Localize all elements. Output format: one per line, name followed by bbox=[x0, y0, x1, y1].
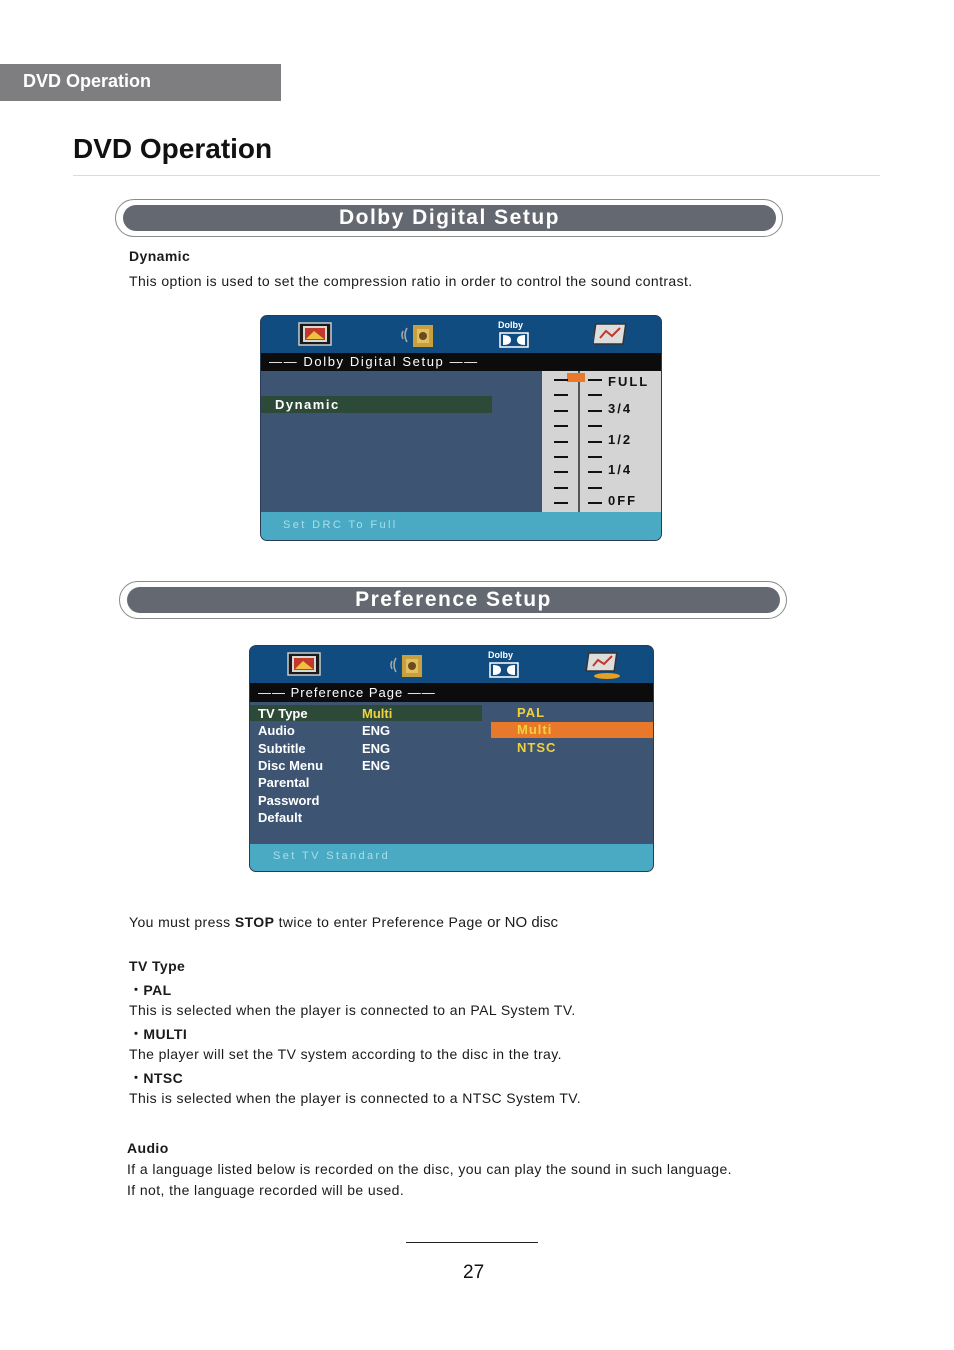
tv-type-pal-text: This is selected when the player is connected to an PAL System TV. bbox=[129, 1002, 576, 1018]
preference-screen bbox=[249, 645, 654, 872]
level-tick bbox=[554, 487, 568, 489]
menu-item-label[interactable]: Default bbox=[258, 809, 303, 825]
menu-item-value: ENG bbox=[362, 740, 391, 756]
stop-note-before: You must press bbox=[129, 914, 235, 930]
screen-icon-bar bbox=[261, 316, 661, 354]
menu-item-label[interactable]: TV Type bbox=[258, 706, 308, 721]
level-1-2[interactable]: 1/2 bbox=[608, 432, 633, 447]
level-tick bbox=[554, 456, 568, 458]
preference-setup-banner-label: Preference Setup bbox=[127, 587, 780, 613]
page-number: 27 bbox=[463, 1262, 485, 1283]
footer-rule bbox=[406, 1242, 538, 1243]
level-tick bbox=[588, 425, 602, 427]
menu-item-value: ENG bbox=[362, 723, 391, 739]
level-tick bbox=[588, 487, 602, 489]
dolby-logo-text: Dolby bbox=[488, 650, 514, 660]
general-setup-icon bbox=[287, 652, 321, 676]
level-tick bbox=[554, 441, 568, 443]
tv-type-ntsc-label: NTSC bbox=[143, 1070, 184, 1086]
page-title: DVD Operation bbox=[73, 133, 273, 164]
preference-setup-icon bbox=[594, 322, 630, 348]
level-3-4[interactable]: 3/4 bbox=[608, 401, 633, 416]
level-tick bbox=[588, 441, 602, 443]
level-1-4[interactable]: 1/4 bbox=[608, 462, 633, 477]
level-slider-thumb[interactable] bbox=[567, 373, 585, 382]
audio-line-2: If not, the language recorded will be used. bbox=[127, 1182, 405, 1198]
level-tick bbox=[554, 502, 568, 504]
option-multi[interactable]: Multi bbox=[517, 722, 553, 737]
tv-type-multi-label: MULTI bbox=[143, 1026, 188, 1042]
level-tick bbox=[588, 394, 602, 396]
stop-note-middle: twice to enter Preference Page bbox=[274, 914, 488, 930]
level-off[interactable]: 0FF bbox=[608, 493, 638, 508]
level-tick bbox=[588, 410, 602, 412]
level-tick bbox=[554, 425, 568, 427]
stop-note-after: or NO disc bbox=[487, 914, 559, 931]
audio-line-1: If a language listed below is recorded on the disc, you can play the sound in such language. bbox=[127, 1161, 732, 1177]
audio-setup-icon bbox=[388, 651, 426, 679]
general-setup-icon bbox=[298, 322, 332, 346]
level-slider-track bbox=[578, 371, 580, 513]
drc-level-panel[interactable] bbox=[542, 371, 662, 513]
title-divider bbox=[73, 175, 880, 176]
tv-type-multi-text: The player will set the TV system according to the disc in the tray. bbox=[129, 1046, 562, 1062]
menu-item-dynamic-label: Dynamic bbox=[275, 397, 340, 412]
menu-item-label[interactable]: Parental bbox=[258, 775, 310, 791]
level-tick bbox=[554, 379, 568, 381]
pref-screen-header bbox=[250, 683, 653, 702]
pref-status-bar bbox=[250, 844, 653, 871]
tv-type-ntsc-text: This is selected when the player is connected to a NTSC System TV. bbox=[129, 1090, 582, 1106]
level-tick bbox=[588, 502, 602, 504]
option-pal[interactable]: PAL bbox=[517, 705, 546, 720]
menu-row-dynamic[interactable] bbox=[261, 396, 492, 413]
dolby-status-text: Set DRC To Full bbox=[283, 519, 398, 531]
dolby-setup-screen bbox=[260, 315, 662, 541]
menu-item-value: Multi bbox=[362, 706, 393, 721]
tv-type-multi-name: ・MULTI bbox=[129, 1026, 188, 1042]
dolby-screen-header bbox=[261, 353, 661, 371]
stop-note bbox=[129, 914, 558, 931]
tv-type-pal-name: ・PAL bbox=[129, 982, 172, 998]
menu-item-label[interactable]: Password bbox=[258, 792, 320, 808]
menu-item-value: ENG bbox=[362, 757, 391, 773]
dolby-setup-banner-label: Dolby Digital Setup bbox=[123, 205, 776, 231]
level-tick bbox=[588, 379, 602, 381]
menu-item-label[interactable]: Disc Menu bbox=[258, 757, 324, 773]
menu-item-label[interactable]: Audio bbox=[258, 723, 295, 739]
dolby-screen-header-label: —— Dolby Digital Setup —— bbox=[269, 354, 479, 369]
dynamic-description: This option is used to set the compression ratio in order to control the sound contrast. bbox=[129, 273, 693, 289]
section-tag: DVD Operation bbox=[0, 64, 281, 101]
audio-heading: Audio bbox=[127, 1140, 169, 1156]
preference-setup-banner bbox=[119, 581, 787, 619]
tv-type-heading: TV Type bbox=[129, 958, 186, 974]
dolby-setup-banner bbox=[115, 199, 783, 237]
level-tick bbox=[554, 471, 568, 473]
level-tick bbox=[588, 456, 602, 458]
dolby-logo-text: Dolby bbox=[498, 320, 524, 330]
menu-item-label[interactable]: Subtitle bbox=[258, 740, 306, 756]
option-ntsc[interactable]: NTSC bbox=[517, 740, 557, 755]
dynamic-heading: Dynamic bbox=[129, 248, 191, 264]
pref-screen-icon-bar bbox=[250, 646, 653, 684]
preference-setup-icon bbox=[585, 651, 623, 681]
level-tick bbox=[554, 394, 568, 396]
audio-setup-icon bbox=[399, 321, 437, 349]
stop-note-key: STOP bbox=[234, 914, 275, 930]
level-full[interactable]: FULL bbox=[608, 374, 650, 389]
tv-type-ntsc-name: ・NTSC bbox=[129, 1070, 184, 1086]
dolby-double-d-icon bbox=[499, 332, 529, 348]
dolby-double-d-icon bbox=[489, 662, 519, 678]
level-tick bbox=[588, 471, 602, 473]
level-tick bbox=[554, 410, 568, 412]
pref-screen-header-label: —— Preference Page —— bbox=[258, 685, 436, 700]
tv-type-pal-label: PAL bbox=[143, 982, 172, 998]
option-selected-bg bbox=[491, 722, 654, 738]
dolby-status-bar bbox=[261, 512, 661, 540]
pref-status-text: Set TV Standard bbox=[273, 850, 391, 862]
